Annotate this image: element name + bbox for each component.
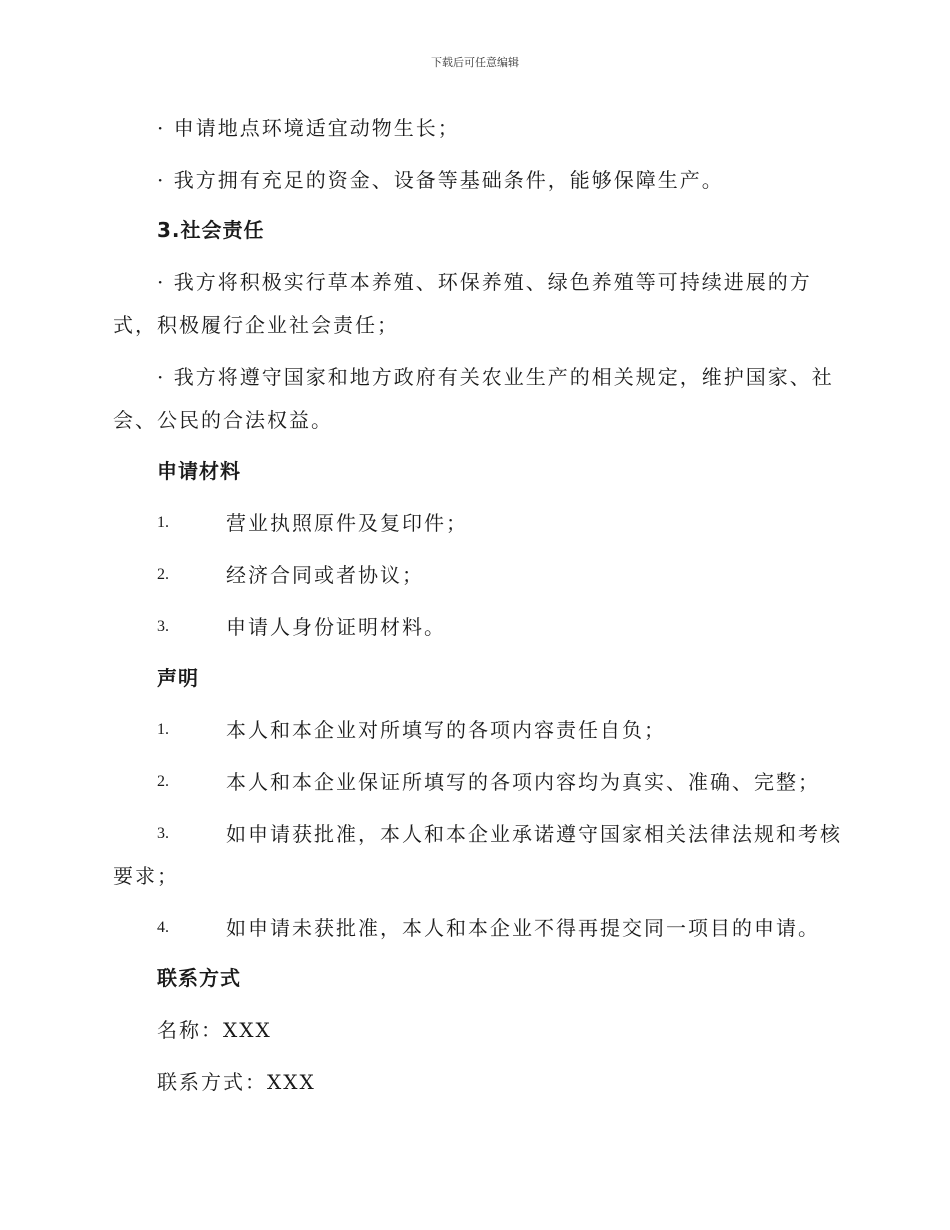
contact-method: 联系方式：XXX: [157, 1070, 316, 1094]
list-item: 申请人身份证明材料。: [226, 615, 446, 639]
list-number: 2.: [157, 773, 169, 790]
section-heading-social: 3.社会责任: [157, 218, 265, 242]
bullet-item: · 申请地点环境适宜动物生长；: [157, 116, 460, 140]
list-number: 3.: [157, 618, 169, 635]
bullet-item: · 我方将积极实行草本养殖、环保养殖、绿色养殖等可持续进展的方: [157, 270, 812, 294]
page-header-note: 下载后可任意编辑: [431, 56, 519, 69]
list-item: 如申请获批准，本人和本企业承诺遵守国家相关法律法规和考核: [226, 822, 842, 846]
bullet-item-continuation: 式，积极履行企业社会责任；: [113, 313, 399, 337]
list-item: 如申请未获批准，本人和本企业不得再提交同一项目的申请。: [226, 916, 820, 940]
list-number: 2.: [157, 566, 169, 583]
section-heading-declaration: 声明: [157, 666, 199, 690]
bullet-item: · 我方将遵守国家和地方政府有关农业生产的相关规定，维护国家、社: [157, 365, 834, 389]
list-item-continuation: 要求；: [113, 864, 179, 888]
bullet-item: · 我方拥有充足的资金、设备等基础条件，能够保障生产。: [157, 168, 724, 192]
bullet-item-continuation: 会、公民的合法权益。: [113, 408, 333, 432]
list-item: 本人和本企业对所填写的各项内容责任自负；: [226, 718, 666, 742]
section-heading-contact: 联系方式: [157, 966, 241, 990]
list-number: 3.: [157, 825, 169, 842]
list-number: 1.: [157, 514, 169, 531]
list-item: 营业执照原件及复印件；: [226, 511, 468, 535]
section-heading-materials: 申请材料: [157, 459, 241, 483]
list-number: 4.: [157, 919, 169, 936]
contact-name: 名称：XXX: [157, 1018, 272, 1042]
list-number: 1.: [157, 721, 169, 738]
list-item: 本人和本企业保证所填写的各项内容均为真实、准确、完整；: [226, 770, 820, 794]
list-item: 经济合同或者协议；: [226, 563, 424, 587]
